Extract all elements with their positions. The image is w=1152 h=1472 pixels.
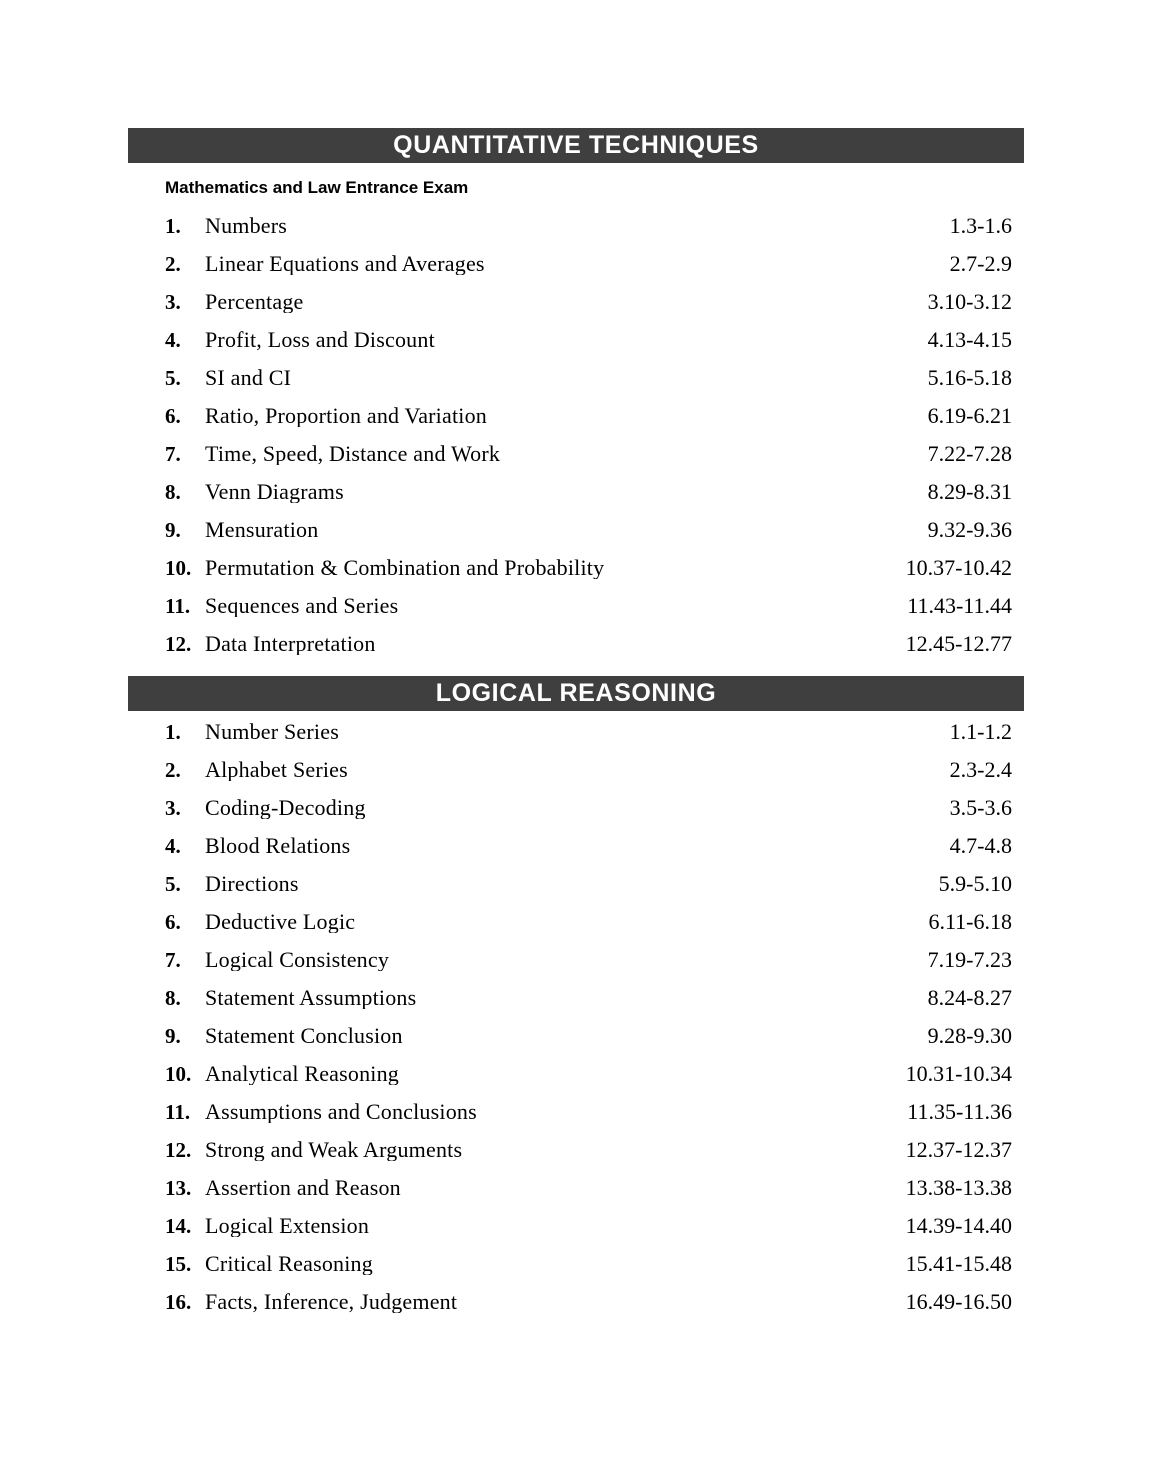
toc-entry-number: 7. <box>165 948 181 972</box>
section-heading-text: LOGICAL REASONING <box>435 679 717 707</box>
toc-entry-number: 3. <box>165 290 181 314</box>
toc-entry-pages: 4.13-4.15 <box>927 327 1012 352</box>
toc-entry-number: 9. <box>165 1024 181 1048</box>
toc-entry[interactable] <box>128 253 1024 291</box>
toc-entry-number: 16. <box>165 1290 192 1314</box>
toc-entry[interactable] <box>128 405 1024 443</box>
toc-entry[interactable] <box>128 519 1024 557</box>
toc-entry-title: SI and CI <box>205 367 292 389</box>
toc-entry-number: 12. <box>165 632 192 656</box>
toc-entry[interactable] <box>128 215 1024 253</box>
toc-entry[interactable] <box>128 481 1024 519</box>
toc-entry-number: 2. <box>165 252 181 276</box>
toc-entry[interactable] <box>128 1063 1024 1101</box>
toc-entry-title: Ratio, Proportion and Variation <box>205 405 487 427</box>
toc-entry-title: Numbers <box>205 215 288 237</box>
toc-entry-pages: 8.24-8.27 <box>927 985 1012 1010</box>
toc-entry[interactable] <box>128 1101 1024 1139</box>
toc-entry-title: Strong and Weak Arguments <box>205 1139 463 1161</box>
toc-entry[interactable] <box>128 1253 1024 1291</box>
toc-entry-number: 1. <box>165 720 181 744</box>
toc-entry-number: 10. <box>165 1062 192 1086</box>
toc-entry-number: 7. <box>165 442 181 466</box>
toc-list-logical-reasoning <box>128 721 1024 1329</box>
toc-entry-title: Assertion and Reason <box>205 1177 401 1199</box>
toc-entry-pages: 7.19-7.23 <box>927 947 1012 972</box>
toc-entry[interactable] <box>128 797 1024 835</box>
section-header-quantitative-techniques <box>128 128 1024 163</box>
toc-entry-number: 12. <box>165 1138 192 1162</box>
toc-entry-title: Directions <box>205 873 299 895</box>
toc-entry-title: Deductive Logic <box>205 911 356 933</box>
toc-entry[interactable] <box>128 367 1024 405</box>
toc-entry[interactable] <box>128 949 1024 987</box>
toc-entry-title: Logical Extension <box>205 1215 370 1237</box>
toc-entry-pages: 1.3-1.6 <box>949 213 1012 238</box>
toc-entry-number: 11. <box>165 1100 191 1124</box>
toc-entry-title: Permutation & Combination and Probability <box>205 557 605 579</box>
toc-entry[interactable] <box>128 759 1024 797</box>
toc-entry-pages: 11.35-11.36 <box>907 1099 1012 1124</box>
toc-entry-number: 8. <box>165 480 181 504</box>
toc-entry-pages: 11.43-11.44 <box>907 593 1012 618</box>
toc-entry-pages: 12.45-12.77 <box>905 631 1012 656</box>
toc-entry-pages: 6.11-6.18 <box>928 909 1012 934</box>
section-heading-text: QUANTITATIVE TECHNIQUES <box>393 131 759 159</box>
toc-entry-title: Data Interpretation <box>205 633 376 655</box>
toc-entry-pages: 4.7-4.8 <box>949 833 1012 858</box>
toc-entry-pages: 1.1-1.2 <box>949 719 1012 744</box>
toc-entry-number: 5. <box>165 366 181 390</box>
toc-entry[interactable] <box>128 633 1024 671</box>
toc-entry-pages: 16.49-16.50 <box>905 1289 1012 1314</box>
toc-entry-number: 6. <box>165 910 181 934</box>
toc-entry[interactable] <box>128 835 1024 873</box>
toc-entry[interactable] <box>128 987 1024 1025</box>
toc-entry-title: Percentage <box>205 291 304 313</box>
toc-entry-number: 6. <box>165 404 181 428</box>
toc-entry-title: Number Series <box>205 721 339 743</box>
toc-entry-number: 13. <box>165 1176 192 1200</box>
section-subtitle-mathematics-and-law-entrance-exam: Mathematics and Law Entrance Exam <box>165 178 469 197</box>
toc-entry[interactable] <box>128 1215 1024 1253</box>
toc-entry-number: 8. <box>165 986 181 1010</box>
toc-entry[interactable] <box>128 721 1024 759</box>
toc-entry-number: 3. <box>165 796 181 820</box>
toc-entry[interactable] <box>128 595 1024 633</box>
toc-entry-number: 10. <box>165 556 192 580</box>
toc-entry-number: 4. <box>165 834 181 858</box>
toc-entry-title: Statement Conclusion <box>205 1025 403 1047</box>
toc-entry-title: Mensuration <box>205 519 319 541</box>
toc-entry[interactable] <box>128 329 1024 367</box>
toc-entry-number: 11. <box>165 594 191 618</box>
toc-entry[interactable] <box>128 557 1024 595</box>
toc-entry-pages: 2.7-2.9 <box>949 251 1012 276</box>
toc-entry-title: Analytical Reasoning <box>205 1063 400 1085</box>
toc-entry[interactable] <box>128 1139 1024 1177</box>
toc-entry-pages: 10.37-10.42 <box>905 555 1012 580</box>
toc-entry-title: Statement Assumptions <box>205 987 417 1009</box>
toc-entry-number: 14. <box>165 1214 192 1238</box>
toc-entry-title: Sequences and Series <box>205 595 399 617</box>
toc-entry-pages: 13.38-13.38 <box>905 1175 1012 1200</box>
toc-entry-pages: 12.37-12.37 <box>905 1137 1012 1162</box>
toc-entry-pages: 2.3-2.4 <box>949 757 1012 782</box>
toc-entry-pages: 9.28-9.30 <box>927 1023 1012 1048</box>
toc-entry-pages: 10.31-10.34 <box>905 1061 1012 1086</box>
toc-entry-title: Time, Speed, Distance and Work <box>205 443 501 465</box>
toc-entry-title: Assumptions and Conclusions <box>205 1101 477 1123</box>
toc-entry-number: 4. <box>165 328 181 352</box>
toc-entry[interactable] <box>128 1025 1024 1063</box>
toc-entry-number: 15. <box>165 1252 192 1276</box>
toc-entry-pages: 7.22-7.28 <box>927 441 1012 466</box>
toc-entry-title: Profit, Loss and Discount <box>205 329 435 351</box>
toc-entry-number: 1. <box>165 214 181 238</box>
toc-entry[interactable] <box>128 911 1024 949</box>
toc-entry-title: Venn Diagrams <box>205 481 344 503</box>
toc-entry[interactable] <box>128 1291 1024 1329</box>
toc-entry-number: 2. <box>165 758 181 782</box>
toc-entry-pages: 6.19-6.21 <box>927 403 1012 428</box>
toc-entry-title: Linear Equations and Averages <box>205 253 485 275</box>
toc-entry-title: Logical Consistency <box>205 949 390 971</box>
toc-entry-pages: 5.16-5.18 <box>927 365 1012 390</box>
toc-entry-pages: 15.41-15.48 <box>905 1251 1012 1276</box>
toc-entry[interactable] <box>128 873 1024 911</box>
toc-entry-pages: 5.9-5.10 <box>938 871 1012 896</box>
toc-entry-pages: 9.32-9.36 <box>927 517 1012 542</box>
toc-entry-pages: 8.29-8.31 <box>927 479 1012 504</box>
table-of-contents <box>128 128 1024 1329</box>
toc-entry-title: Alphabet Series <box>205 759 348 781</box>
toc-entry-title: Critical Reasoning <box>205 1253 373 1275</box>
toc-entry-pages: 3.10-3.12 <box>927 289 1012 314</box>
toc-entry-pages: 14.39-14.40 <box>905 1213 1012 1238</box>
toc-entry-title: Blood Relations <box>205 835 351 857</box>
toc-list-quantitative-techniques <box>128 215 1024 671</box>
toc-entry-number: 5. <box>165 872 181 896</box>
toc-entry[interactable] <box>128 291 1024 329</box>
toc-entry-number: 9. <box>165 518 181 542</box>
toc-entry-title: Facts, Inference, Judgement <box>205 1291 458 1313</box>
toc-entry-pages: 3.5-3.6 <box>949 795 1012 820</box>
section-header-logical-reasoning <box>128 676 1024 711</box>
toc-entry-title: Coding-Decoding <box>205 797 366 819</box>
toc-entry[interactable] <box>128 1177 1024 1215</box>
toc-entry[interactable] <box>128 443 1024 481</box>
